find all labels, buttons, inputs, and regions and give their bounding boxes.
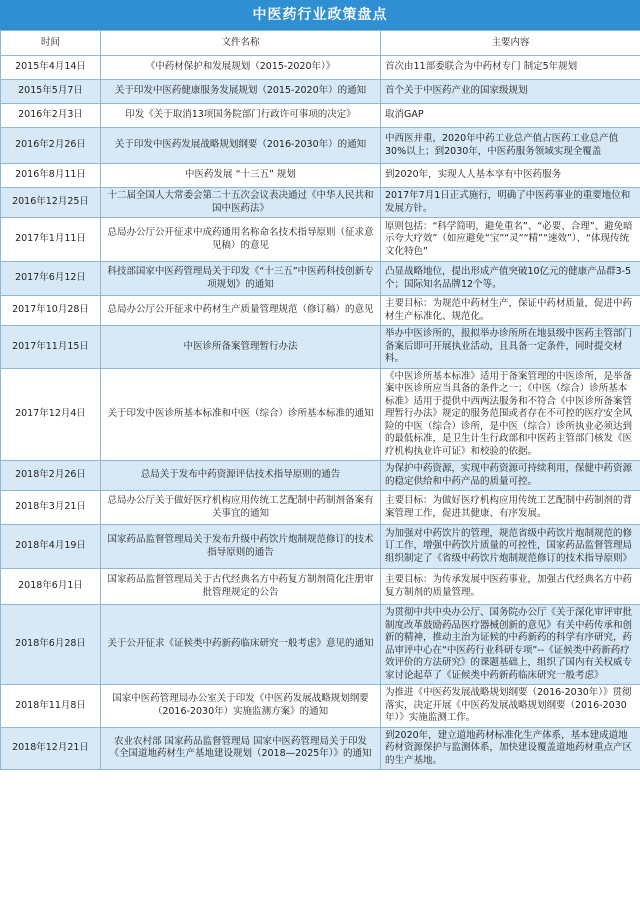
doc-cell: 中医药发展 “十三五” 规划 xyxy=(101,164,381,188)
content-cell: 到2020年，建立道地药材标准化生产体系，基本建成道地药材资源保护与监测体系，加快建设覆盖道地药材重点产区的生产基地。 xyxy=(381,727,640,770)
table-row xyxy=(1,368,640,461)
table-row xyxy=(1,188,640,218)
content-cell: 《中医诊所基本标准》适用于备案管理的中医诊所，是举备案中医诊所应当具备的条件之一；《中医（综合）诊所基本标准》适用于提供中西两法服务和不符合《中医诊所备案管理暂行办法》规定的服务范围或者存在不可控的医疗安全风险的中医（综合）诊所，是中医（综合）诊所执业必须达到的最低标准，是卫生计生行政部和中医药主管部门核发《医疗机构执业许可证》和校验的依据。 xyxy=(381,368,640,461)
content-cell: 主要目标：为规范中药材生产，保证中药材质量，促进中药材生产标准化、规范化。 xyxy=(381,296,640,326)
date-cell: 2018年11月8日 xyxy=(1,685,101,728)
table-row xyxy=(1,569,640,605)
content-cell: 举办中医诊所的，报拟举办诊所所在地县级中医药主管部门备案后即可开展执业活动，且具备一定条件，同时提交材料。 xyxy=(381,326,640,369)
date-cell: 2018年12月21日 xyxy=(1,727,101,770)
doc-cell: 关于印发中医药发展战略规划纲要（2016-2030年）的通知 xyxy=(101,128,381,164)
doc-cell: 关于公开征求《证候类中药新药临床研究一般考虑》意见的通知 xyxy=(101,605,381,685)
doc-cell: 科技部国家中医药管理局关于印发《“十三五”中医药科技创新专项规划》的通知 xyxy=(101,262,381,296)
table-row xyxy=(1,56,640,80)
table-row xyxy=(1,326,640,369)
doc-cell: 总局办公厅公开征求中成药通用名称命名技术指导原则（征求意见稿）的意见 xyxy=(101,218,381,262)
table-row xyxy=(1,128,640,164)
content-cell: 首次由11部委联合为中药材专门 制定5年规划 xyxy=(381,56,640,80)
doc-cell: 农业农村部 国家药品监督管理局 国家中医药管理局关于印发《全国道地药材生产基地建设规划（2018—2025年）》的通知 xyxy=(101,727,381,770)
date-cell: 2016年2月3日 xyxy=(1,104,101,128)
date-cell: 2018年6月28日 xyxy=(1,605,101,685)
doc-cell: 关于印发中医诊所基本标准和中医（综合）诊所基本标准的通知 xyxy=(101,368,381,461)
date-cell: 2016年12月25日 xyxy=(1,188,101,218)
content-cell: 为加强对中药饮片的管理，规范省级中药饮片炮制规范的修订工作，增强中药饮片质量的可控性，国家药品监督管理局组织制定了《省级中药饮片炮制规范修订的技术指导原则》 xyxy=(381,525,640,569)
table-row xyxy=(1,296,640,326)
doc-cell: 印发《关于取消13项国务院部门行政许可事项的决定》 xyxy=(101,104,381,128)
date-cell: 2017年1月11日 xyxy=(1,218,101,262)
table-row xyxy=(1,164,640,188)
content-cell: 主要目标：为做好医疗机构应用传统工艺配制中药制剂的背案管理工作，促进其健康、有序发展。 xyxy=(381,491,640,525)
doc-cell: 十二届全国人大常委会第二十五次会议表决通过《中华人民共和国中医药法》 xyxy=(101,188,381,218)
table-row xyxy=(1,104,640,128)
date-cell: 2015年5月7日 xyxy=(1,80,101,104)
date-cell: 2016年8月11日 xyxy=(1,164,101,188)
content-cell: 为保护中药资源，实现中药资源可持续利用，保健中药资源的稳定供给和中药产品的质量可控。 xyxy=(381,461,640,491)
page-title: 中医药行业政策盘点 xyxy=(0,0,640,30)
table-row xyxy=(1,491,640,525)
doc-cell: 关于印发中医药健康服务发展规划（2015-2020年）的通知 xyxy=(101,80,381,104)
doc-cell: 中医诊所备案管理暂行办法 xyxy=(101,326,381,369)
doc-cell: 国家药品监督管理局关于古代经典名方中药复方制剂简化注册审批管理规定的公告 xyxy=(101,569,381,605)
content-cell: 凸显战略地位，提出形成产值突破10亿元的健康产品群3-5个；国际知名品牌12个等。 xyxy=(381,262,640,296)
table-row xyxy=(1,461,640,491)
content-cell: 主要目标：为传承发展中医药事业，加强古代经典名方中药复方制剂的质量管理。 xyxy=(381,569,640,605)
table-row xyxy=(1,727,640,770)
header-time: 时间 xyxy=(1,31,101,56)
policy-table xyxy=(0,30,640,770)
date-cell: 2017年10月28日 xyxy=(1,296,101,326)
table-row xyxy=(1,218,640,262)
date-cell: 2018年4月19日 xyxy=(1,525,101,569)
content-cell: 首个关于中医药产业的国家级规划 xyxy=(381,80,640,104)
content-cell: 取消GAP xyxy=(381,104,640,128)
table-row xyxy=(1,80,640,104)
table-row xyxy=(1,685,640,728)
date-cell: 2018年3月21日 xyxy=(1,491,101,525)
date-cell: 2017年12月4日 xyxy=(1,368,101,461)
doc-cell: 总局办公厅关于做好医疗机构应用传统工艺配制中药制剂备案有关事宜的通知 xyxy=(101,491,381,525)
table-row xyxy=(1,525,640,569)
table-row xyxy=(1,262,640,296)
doc-cell: 总局关于发布中药资源评估技术指导原则的通告 xyxy=(101,461,381,491)
header-content: 主要内容 xyxy=(381,31,640,56)
content-cell: 为贯彻中共中央办公厅、国务院办公厅《关于深化审评审批制度改革鼓励药品医疗器械创新的意见》有关中药传承和创新的精神，推动主治为证候的中药新药的科学有序研究，药品审评中心在“中医药行业科研专项”--《证候类中药新药疗效评价的方法研究》的课题基础上，组织了国内有关权威专家讨论起草了《证候类中药新药临床研究一般考虑》 xyxy=(381,605,640,685)
doc-cell: 《中药材保护和发展规划（2015-2020年）》 xyxy=(101,56,381,80)
date-cell: 2017年6月12日 xyxy=(1,262,101,296)
date-cell: 2017年11月15日 xyxy=(1,326,101,369)
date-cell: 2018年2月26日 xyxy=(1,461,101,491)
content-cell: 中西医并重，2020年中药工业总产值占医药工业总产值30%以上；到2030年，中医药服务领域实现全覆盖 xyxy=(381,128,640,164)
content-cell: 为推进《中医药发展战略规划纲要（2016-2030年）》贯彻落实，决定开展《中医药发展战略规划纲要（2016-2030年）》实施监测工作。 xyxy=(381,685,640,728)
header-row xyxy=(1,31,640,56)
doc-cell: 总局办公厅公开征求中药材生产质量管理规范（修订稿）的意见 xyxy=(101,296,381,326)
doc-cell: 国家中医药管理局办公室关于印发《中医药发展战略规划纲要（2016-2030年）实施监测方案》的通知 xyxy=(101,685,381,728)
table-row xyxy=(1,605,640,685)
date-cell: 2018年6月1日 xyxy=(1,569,101,605)
doc-cell: 国家药品监督管理局关于发布升级中药饮片炮制规范修订的技术指导原则的通告 xyxy=(101,525,381,569)
content-cell: 到2020年，实现人人基本享有中医药服务 xyxy=(381,164,640,188)
content-cell: 2017年7月1日正式施行，明确了中医药事业的重要地位和发展方针。 xyxy=(381,188,640,218)
content-cell: 原则包括：“科学简明，避免重名”、“必要、合理”、避免暗示夸大疗效”（如应避免“宝”“灵”“精”“速效”）、“体现传统文化特色” xyxy=(381,218,640,262)
header-doc: 文件名称 xyxy=(101,31,381,56)
date-cell: 2015年4月14日 xyxy=(1,56,101,80)
date-cell: 2016年2月26日 xyxy=(1,128,101,164)
